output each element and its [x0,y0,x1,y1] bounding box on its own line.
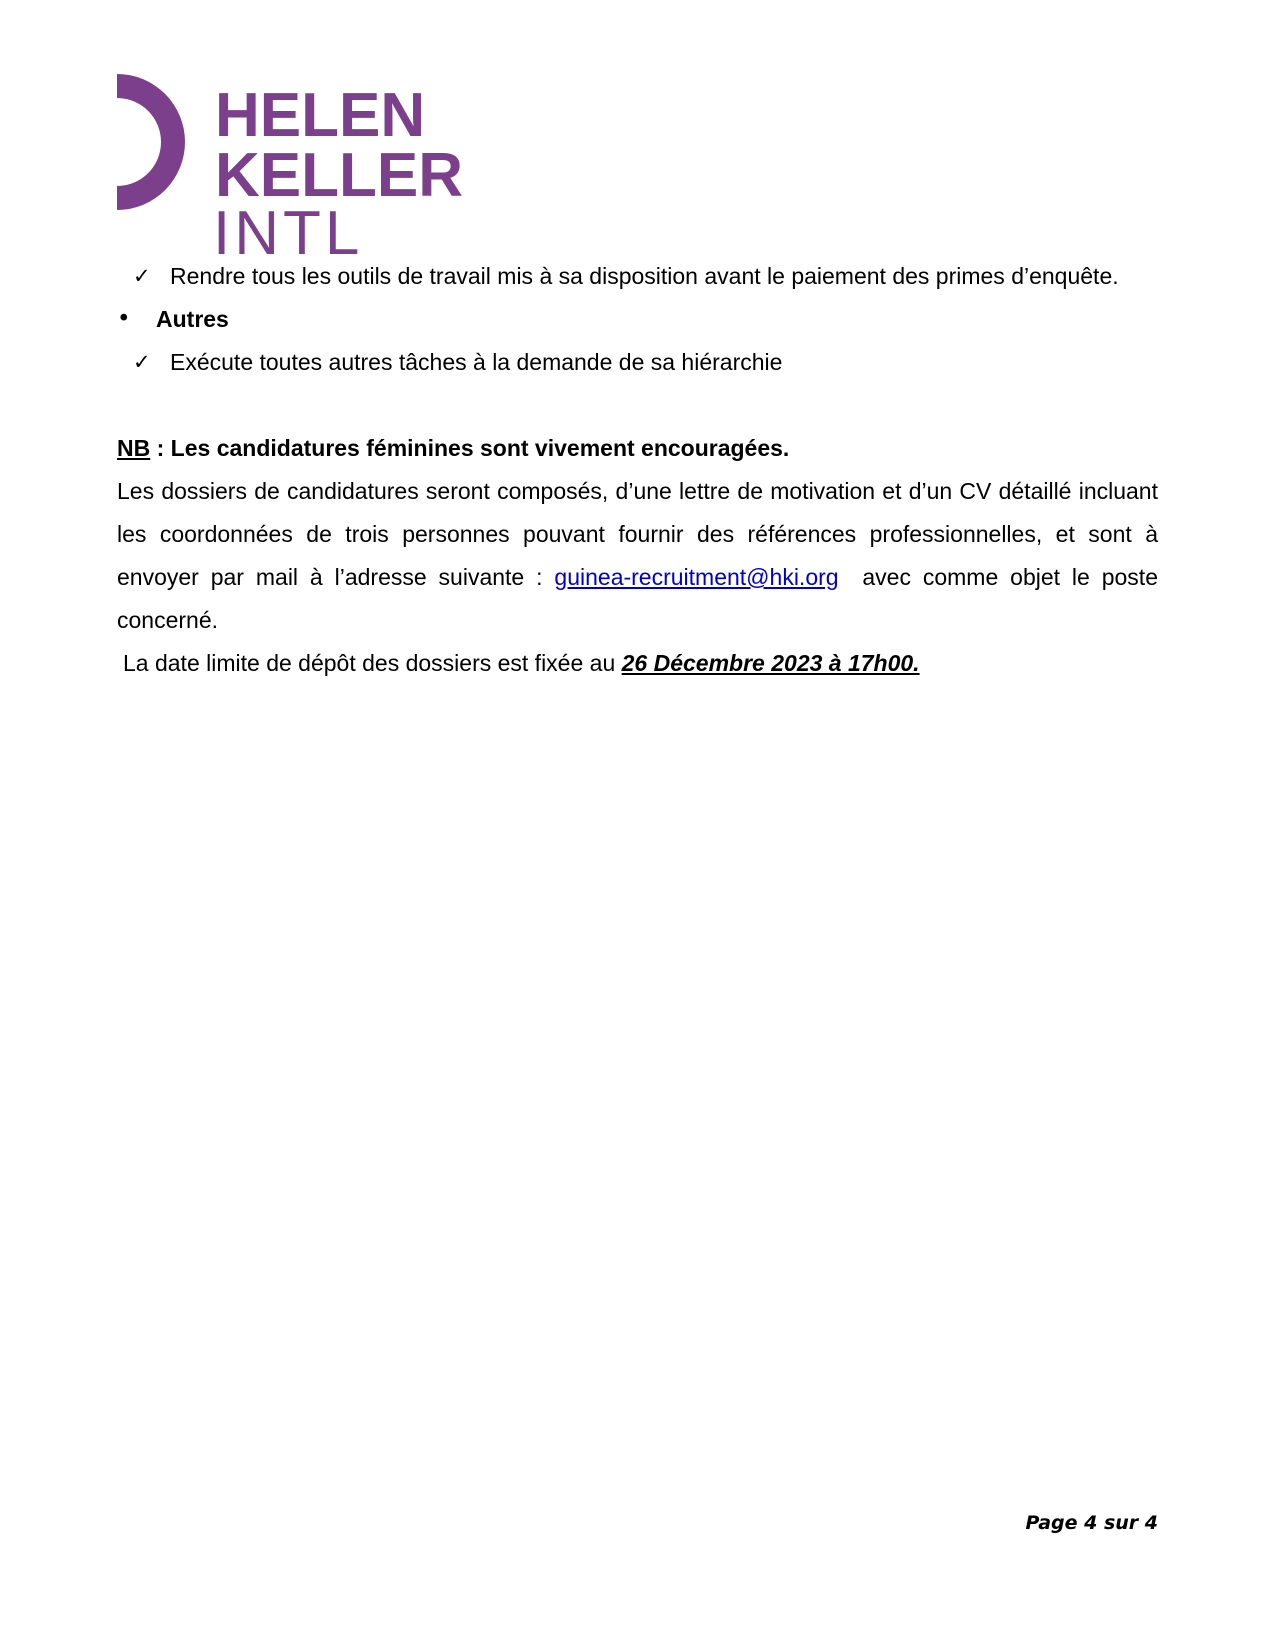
deadline-line [117,642,1158,685]
logo-line-keller: KELLER [215,141,463,210]
logo-arc [117,74,185,210]
page-number: Page 4 sur 4 [1025,1512,1158,1534]
helen-keller-intl-logo [117,74,467,259]
checklist-item-return-tools [117,255,1158,298]
application-instructions [117,470,1165,642]
document-body [117,255,1165,685]
nb-text: : Les candidatures féminines sont vivement encouragées. [150,435,790,461]
nb-notice [117,427,1158,470]
bullet-icon: • [117,306,131,332]
check-icon: ✓ [133,264,151,288]
logo-graphic [117,74,467,259]
nb-label: NB [117,435,151,461]
deadline-date: 26 Décembre 2023 à 17h00. [621,650,920,676]
logo-line-helen: HELEN [215,81,426,150]
deadline-text: La date limite de dépôt des dossiers est fixée au [123,650,622,676]
logo-line-intl: INTL [213,199,364,259]
checklist-item-text: Exécute toutes autres tâches à la demande de sa hiérarchie [170,349,783,375]
checklist-item-text: Rendre tous les outils de travail mis à sa disposition avant le paiement des primes d’enquête. [170,263,1119,289]
instructions-text: Les dossiers de candidatures seront composés, d’une lettre de motivation et d’un CV détaillé incluant les coordonnées de trois personnes pouvant fournir des références professionnelles, et sont à envoyer par mail à l’adresse suivante : [117,478,1158,590]
section-label: Autres [156,306,229,332]
email-link[interactable]: guinea-recruitment@hki.org [554,564,839,590]
instructions-text-end: avec comme objet le poste concerné. [117,564,1165,633]
section-bullet-autres [117,298,1158,341]
check-icon: ✓ [133,350,151,374]
checklist-item-other-tasks [117,341,1158,384]
spacer [117,384,1158,427]
